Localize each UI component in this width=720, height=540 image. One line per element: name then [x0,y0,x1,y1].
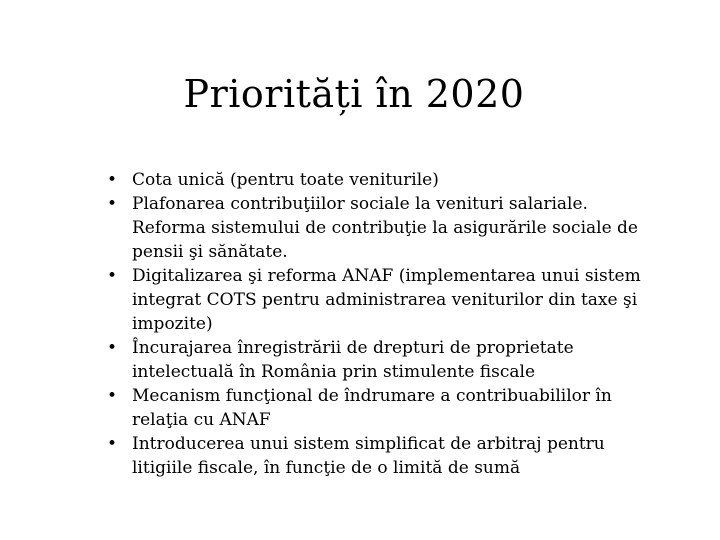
bullet-text: Introducerea unui sistem simplificat de arbitraj pentru litigiile fiscale, în funcţie de o limită de sumă [132,434,605,478]
list-item [107,168,647,192]
bullet-text: Plafonarea contribuţiilor sociale la venituri salariale. Reforma sistemului de contribuţie la asigurările sociale de pensii şi sănătate. [132,194,638,262]
bullet-icon: • [107,338,118,358]
bullet-text: Cota unică (pentru toate veniturile) [132,170,439,190]
slide-title: Priorități în 2020 [183,72,525,116]
bullet-text: Mecanism funcţional de îndrumare a contribuabililor în relaţia cu ANAF [132,386,612,430]
bullet-icon: • [107,194,118,214]
bullet-icon: • [107,386,118,406]
bullet-list [107,168,647,480]
bullet-text: Încurajarea înregistrării de drepturi de proprietate intelectuală în România prin stimulente fiscale [132,338,574,382]
bullet-text: Digitalizarea şi reforma ANAF (implementarea unui sistem integrat COTS pentru administrarea veniturilor din taxe şi impozite) [132,266,641,334]
list-item [107,192,647,264]
list-item [107,384,647,432]
list-item [107,432,647,480]
list-item [107,336,647,384]
list-item [107,264,647,336]
bullet-icon: • [107,266,118,286]
bullet-icon: • [107,170,118,190]
bullet-icon: • [107,434,118,454]
